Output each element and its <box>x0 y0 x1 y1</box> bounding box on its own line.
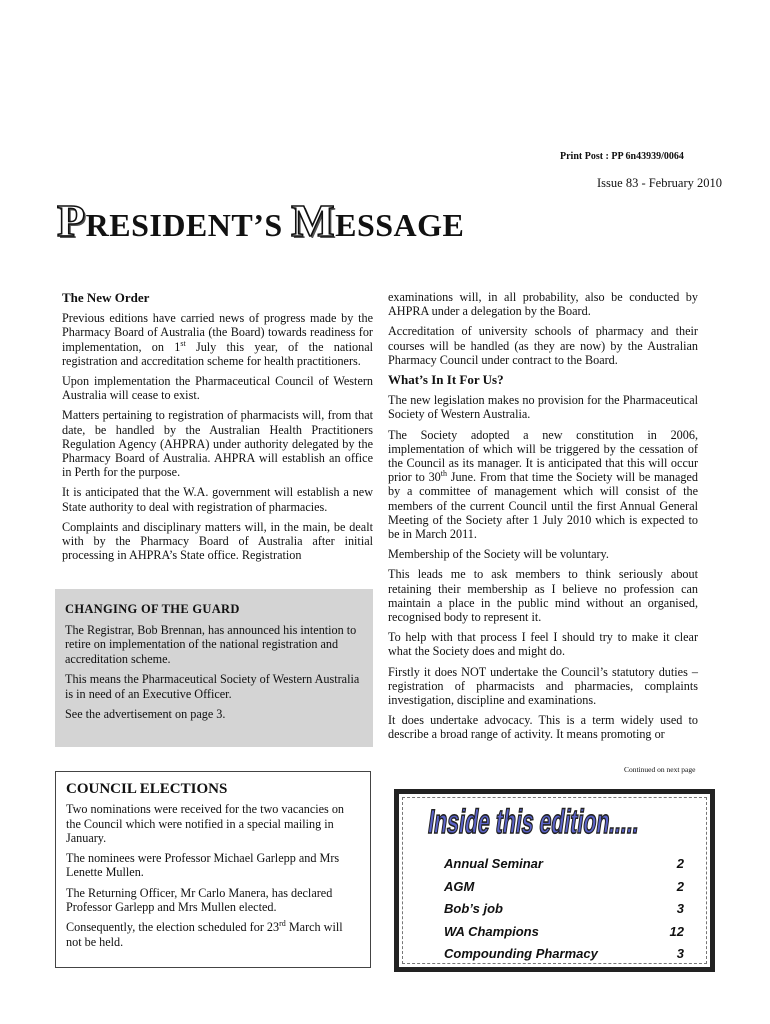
inside-edition-title <box>425 798 642 846</box>
list-item <box>444 946 684 969</box>
right-column <box>388 290 698 748</box>
paragraph: Firstly it does NOT undertake the Council’s statutory duties – registration of pharmacists and pharmacies, complaints investigation, discipline and examinations. <box>388 664 698 708</box>
item-page: 2 <box>676 856 684 871</box>
item-label: Bob’s job <box>444 901 503 916</box>
list-item <box>444 924 684 947</box>
title-part-1: RESIDENT’S <box>85 207 292 243</box>
list-item <box>444 856 684 879</box>
paragraph: Matters pertaining to registration of pharmacists will, from that date, be handled by the Australian Health Practitioners Regulation Agency (AHPRA) under authority delegated by the Pharmacy Board of Australia. AHPRA will establish an office in Perth for the purpose. <box>62 408 373 480</box>
paragraph: The nominees were Professor Michael Garlepp and Mrs Lenette Mullen. <box>66 851 340 880</box>
paragraph: Complaints and disciplinary matters will, in the main, be dealt with by the Pharmacy Board of Australia after initial processing in AHPRA’s State office. Registration <box>62 519 373 563</box>
item-page: 3 <box>676 946 684 961</box>
paragraph: The Registrar, Bob Brennan, has announced his intention to retire on implementation of the national registration and accreditation scheme. <box>65 622 357 666</box>
council-elections-box <box>55 771 371 968</box>
title-initial-p: P <box>57 195 86 246</box>
item-page: 3 <box>676 901 684 916</box>
paragraph: The Society adopted a new constitution in 2006, implementation of which will be triggered by the cessation of the Council as its manager. It is anticipated that this will occur prior to 30th June. From that time the Society will be managed by a committee of management which will consist of the members of the current Council until the first Annual General Meeting of the Society after 1 July 2010 which is expected to be in March 2011. <box>388 427 699 542</box>
print-post-number: Print Post : PP 6n43939/0064 <box>560 151 684 162</box>
new-order-heading: The New Order <box>62 290 150 305</box>
continued-note: Continued on next page <box>624 765 696 774</box>
paragraph: See the advertisement on page 3. <box>65 707 226 721</box>
page-title <box>57 194 464 247</box>
paragraph: This means the Pharmaceutical Society of Western Australia is in need of an Executive Officer. <box>65 672 360 701</box>
inside-edition-box <box>394 789 715 972</box>
paragraph: This leads me to ask members to think seriously about retaining their membership as I believe no profession can maintain a place in the public mind without an organised, recognised body to represent it. <box>388 567 698 625</box>
whats-in-it-heading: What’s In It For Us? <box>388 372 504 388</box>
paragraph: It does undertake advocacy. This is a term widely used to describe a broad range of activity. It means promoting or <box>388 713 698 742</box>
item-label: Annual Seminar <box>444 856 543 871</box>
paragraph: To help with that process I feel I should try to make it clear what the Society does and might do. <box>388 630 698 659</box>
paragraph: Upon implementation the Pharmaceutical Council of Western Australia will cease to exist. <box>62 374 373 403</box>
item-label: Compounding Pharmacy <box>444 946 598 961</box>
guard-heading: CHANGING OF THE GUARD <box>65 602 240 616</box>
paragraph: The Returning Officer, Mr Carlo Manera, has declared Professor Garlepp and Mrs Mullen elected. <box>66 885 333 915</box>
changing-guard-box <box>55 589 373 747</box>
paragraph: Consequently, the election scheduled for 23rd March will not be held. <box>66 919 343 949</box>
paragraph: Previous editions have carried news of progress made by the Pharmacy Board of Australia (the Board) towards readiness for implementation, on 1st July this year, of the national registration and accreditation scheme for health practitioners. <box>62 311 373 368</box>
title-initial-m: M <box>291 195 336 246</box>
paragraph: Two nominations were received for the two vacancies on the Council which were notified in a special mailing in January. <box>66 802 345 845</box>
paragraph: examinations will, in all probability, also be conducted by AHPRA under a delegation by the Board. <box>388 290 698 319</box>
issue-date: Issue 83 - February 2010 <box>597 176 722 190</box>
list-item <box>444 901 684 924</box>
paragraph: It is anticipated that the W.A. government will establish a new State authority to deal with registration of pharmacies. <box>62 485 373 514</box>
item-label: WA Champions <box>444 923 539 939</box>
item-page: 2 <box>676 878 684 894</box>
title-part-2: ESSAGE <box>335 207 465 243</box>
paragraph: The new legislation makes no provision for the Pharmaceutical Society of Western Australia. <box>388 393 698 422</box>
council-heading: COUNCIL ELECTIONS <box>66 781 228 797</box>
paragraph: Accreditation of university schools of pharmacy and their courses will be handled (as they are now) by the Australian Pharmacy Council under contract to the Board. <box>388 324 698 367</box>
inside-title-label: Inside this edition..... <box>425 803 642 842</box>
item-label: AGM <box>444 878 475 894</box>
item-page: 12 <box>669 923 684 939</box>
list-item <box>444 879 684 902</box>
contents-list <box>444 856 684 969</box>
paragraph: Membership of the Society will be voluntary. <box>388 547 609 562</box>
left-column <box>62 291 373 568</box>
